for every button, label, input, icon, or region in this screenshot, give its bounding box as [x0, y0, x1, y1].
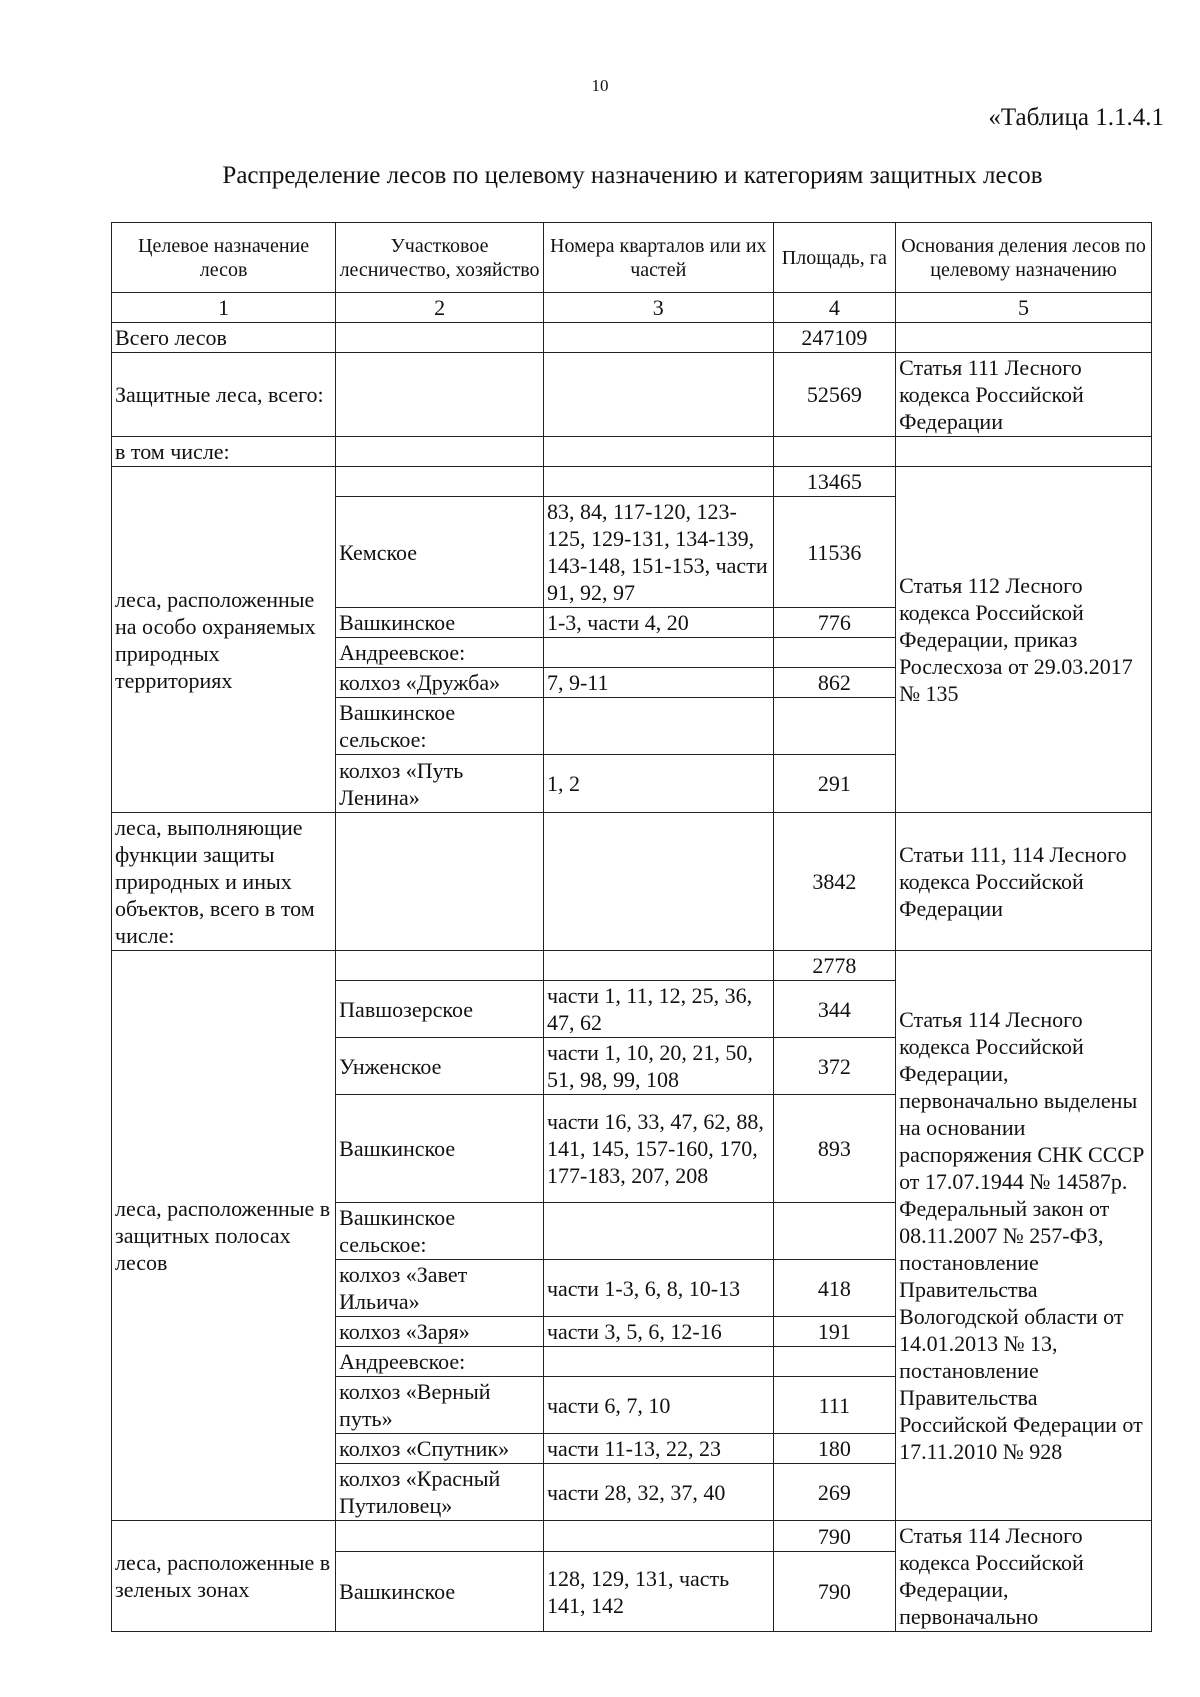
quarters: части 3, 5, 6, 12-16 — [543, 1317, 773, 1347]
table-title: Распределение лесов по целевому назначению и категориям защитных лесов — [222, 162, 1043, 189]
oopt-label: леса, расположенные на особо охраняемых природных территориях — [112, 467, 336, 813]
total-row — [112, 323, 1152, 353]
area: 862 — [773, 668, 895, 698]
green-label: леса, расположенные в зеленых зонах — [112, 1521, 336, 1632]
area: 111 — [773, 1377, 895, 1434]
quarters: части 16, 33, 47, 62, 88, 141, 145, 157-160, 170, 177-183, 207, 208 — [543, 1095, 773, 1203]
header-purpose: Целевое назначение лесов — [112, 223, 336, 293]
forestry-unit: колхоз «Красный Путиловец» — [336, 1464, 544, 1521]
including-label: в том числе: — [112, 437, 336, 467]
header-row — [112, 223, 1152, 293]
forestry-unit: колхоз «Спутник» — [336, 1434, 544, 1464]
area: 418 — [773, 1260, 895, 1317]
quarters — [543, 638, 773, 668]
area: 790 — [773, 1552, 895, 1632]
protection-functions-basis: Статьи 111, 114 Лесного кодекса Российской Федерации — [896, 813, 1152, 951]
protective-basis: Статья 111 Лесного кодекса Российской Федерации — [896, 353, 1152, 437]
area: 372 — [773, 1038, 895, 1095]
total-label: Всего лесов — [112, 323, 336, 353]
protection-functions-row — [112, 813, 1152, 951]
area: 191 — [773, 1317, 895, 1347]
column-number: 4 — [773, 293, 895, 323]
forestry-unit: колхоз «Заря» — [336, 1317, 544, 1347]
quarters: части 6, 7, 10 — [543, 1377, 773, 1434]
header-area: Площадь, га — [773, 223, 895, 293]
page-number: 10 — [591, 76, 609, 95]
forestry-unit: Унженское — [336, 1038, 544, 1095]
area — [773, 1347, 895, 1377]
quarters: 7, 9-11 — [543, 668, 773, 698]
forestry-unit: Вашкинское — [336, 608, 544, 638]
oopt-total-row — [112, 467, 1152, 497]
table-reference: «Таблица 1.1.4.1 — [988, 104, 1164, 131]
protective-row — [112, 353, 1152, 437]
area: 180 — [773, 1434, 895, 1464]
forestry-unit: Кемское — [336, 497, 544, 608]
protective-area: 52569 — [773, 353, 895, 437]
column-number: 2 — [336, 293, 544, 323]
area: 269 — [773, 1464, 895, 1521]
column-numbers-row — [112, 293, 1152, 323]
area — [773, 638, 895, 668]
area — [773, 1203, 895, 1260]
area: 291 — [773, 755, 895, 813]
quarters: 128, 129, 131, часть 141, 142 — [543, 1552, 773, 1632]
belts-total-row — [112, 951, 1152, 981]
forestry-unit: Андреевское: — [336, 638, 544, 668]
protection-functions-area: 3842 — [773, 813, 895, 951]
area — [773, 698, 895, 755]
quarters: части 1, 11, 12, 25, 36, 47, 62 — [543, 981, 773, 1038]
total-area: 247109 — [773, 323, 895, 353]
area: 893 — [773, 1095, 895, 1203]
forest-distribution-table — [111, 222, 1152, 1632]
belts-basis: Статья 114 Лесного кодекса Российской Федерации, первоначально выделены на основании распоряжения СНК СССР от 17.07.1944 № 14587р. Федеральный закон от 08.11.2007 № 257-ФЗ, постановление Правительства Вологодской области от 14.01.2013 № 13, постановление Правительства Российской Федерации от 17.11.2010 № 928 — [896, 951, 1152, 1521]
belts-total-area: 2778 — [773, 951, 895, 981]
including-row — [112, 437, 1152, 467]
forestry-unit: Павшозерское — [336, 981, 544, 1038]
forestry-unit: Вашкинское сельское: — [336, 698, 544, 755]
quarters: 1-3, части 4, 20 — [543, 608, 773, 638]
header-quarters: Номера кварталов или их частей — [543, 223, 773, 293]
belts-label: леса, расположенные в защитных полосах лесов — [112, 951, 336, 1521]
quarters — [543, 1203, 773, 1260]
forestry-unit: колхоз «Дружба» — [336, 668, 544, 698]
quarters: части 1-3, 6, 8, 10-13 — [543, 1260, 773, 1317]
area: 344 — [773, 981, 895, 1038]
green-basis: Статья 114 Лесного кодекса Российской Федерации, первоначально — [896, 1521, 1152, 1632]
area: 776 — [773, 608, 895, 638]
column-number: 3 — [543, 293, 773, 323]
quarters: 83, 84, 117-120, 123-125, 129-131, 134-139, 143-148, 151-153, части 91, 92, 97 — [543, 497, 773, 608]
quarters: части 28, 32, 37, 40 — [543, 1464, 773, 1521]
green-total-row — [112, 1521, 1152, 1552]
quarters: части 1, 10, 20, 21, 50, 51, 98, 99, 108 — [543, 1038, 773, 1095]
area: 11536 — [773, 497, 895, 608]
column-number: 5 — [896, 293, 1152, 323]
column-number: 1 — [112, 293, 336, 323]
forestry-unit: Андреевское: — [336, 1347, 544, 1377]
quarters — [543, 698, 773, 755]
forestry-unit: колхоз «Путь Ленина» — [336, 755, 544, 813]
quarters: 1, 2 — [543, 755, 773, 813]
oopt-total-area: 13465 — [773, 467, 895, 497]
forestry-unit: колхоз «Верный путь» — [336, 1377, 544, 1434]
header-forestry: Участковое лесничество, хозяйство — [336, 223, 544, 293]
header-basis: Основания деления лесов по целевому назначению — [896, 223, 1152, 293]
forestry-unit: Вашкинское сельское: — [336, 1203, 544, 1260]
forestry-unit: колхоз «Завет Ильича» — [336, 1260, 544, 1317]
oopt-basis: Статья 112 Лесного кодекса Российской Федерации, приказ Рослесхоза от 29.03.2017 № 135 — [896, 467, 1152, 813]
quarters — [543, 1347, 773, 1377]
forestry-unit: Вашкинское — [336, 1095, 544, 1203]
forestry-unit: Вашкинское — [336, 1552, 544, 1632]
protection-functions-label: леса, выполняющие функции защиты природных и иных объектов, всего в том числе: — [112, 813, 336, 951]
green-total-area: 790 — [773, 1521, 895, 1552]
quarters: части 11-13, 22, 23 — [543, 1434, 773, 1464]
protective-label: Защитные леса, всего: — [112, 353, 336, 437]
